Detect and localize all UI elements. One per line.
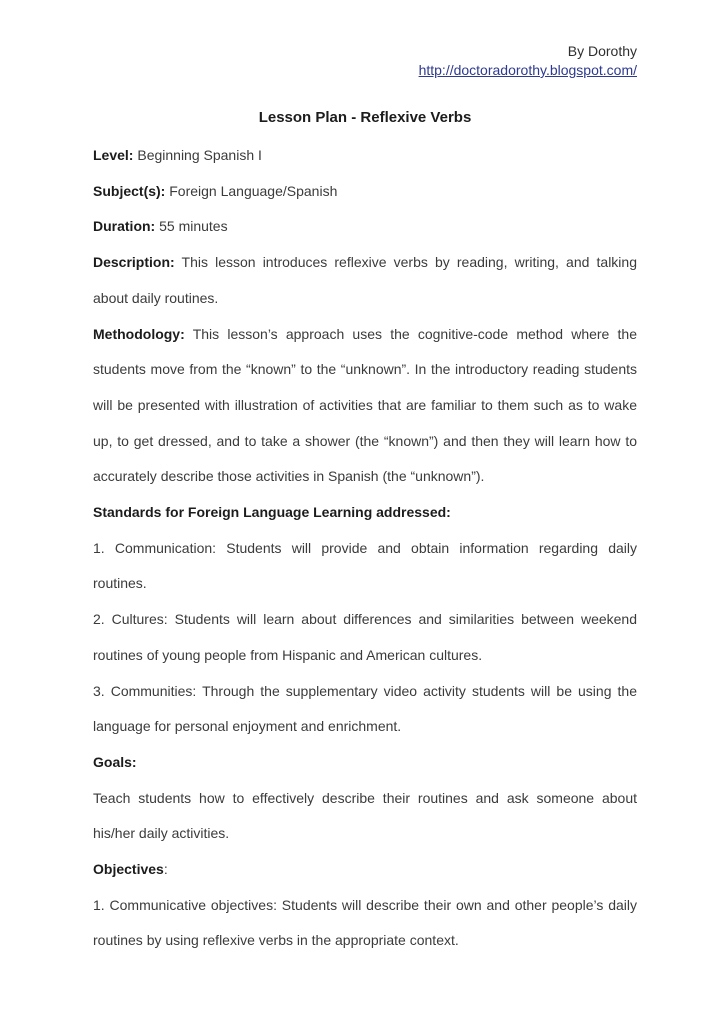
- paragraph-objective-communicative: [93, 888, 637, 959]
- paragraph-label: Level:: [93, 147, 134, 163]
- paragraph-label: Objectives: [93, 861, 164, 878]
- paragraph-label: Standards for Foreign Language Learning addressed:: [93, 504, 451, 521]
- paragraph-standards-heading: [93, 495, 637, 531]
- paragraph-text: 3. Communities: Through the supplementary video activity students will be using the language for personal enjoyment and enrichment.: [93, 682, 637, 735]
- paragraph-text: Foreign Language/Spanish: [165, 182, 338, 199]
- paragraph-text: :: [163, 861, 168, 878]
- document-body: [93, 138, 637, 959]
- paragraph-standard-communities: [93, 674, 637, 745]
- paragraph-text: Teach students how to effectively describe their routines and ask someone about his/her daily activities.: [93, 789, 637, 842]
- paragraph-subject: [93, 174, 637, 210]
- paragraph-label: Goals:: [93, 753, 137, 770]
- paragraph-text: Beginning Spanish I: [133, 147, 262, 163]
- paragraph-goals-heading: [93, 745, 637, 781]
- paragraph-methodology: [93, 317, 637, 496]
- paragraph-text: 1. Communication: Students will provide and obtain information regarding daily routines.: [93, 539, 637, 592]
- paragraph-text: 1. Communicative objectives: Students will describe their own and other people’s daily routines by using reflexive verbs in the appropriate context.: [93, 896, 637, 949]
- paragraph-label: Subject(s):: [93, 182, 166, 199]
- paragraph-label: Duration:: [93, 218, 156, 235]
- page-title: Lesson Plan - Reflexive Verbs: [258, 109, 472, 126]
- blog-link[interactable]: http://doctoradorothy.blogspot.com/: [418, 62, 637, 78]
- paragraph-duration: [93, 209, 637, 245]
- paragraph-text: 2. Cultures: Students will learn about differences and similarities between weekend routines of young people from Hispanic and American cultures.: [93, 611, 637, 663]
- document-header: [93, 42, 637, 80]
- paragraph-text: 55 minutes: [155, 218, 228, 235]
- paragraph-objectives-heading: [93, 852, 637, 888]
- paragraph-text: This lesson’s approach uses the cognitive-code method where the students move from the “known” to the “unknown”. In the introductory reading students will be presented with illustration of activities that are familiar to them such as to wake up, to get dressed, and to take a shower (the “known”) and then they will learn how to accurately describe those activities in Spanish (the “unknown”).: [93, 325, 637, 485]
- paragraph-text: This lesson introduces reflexive verbs by reading, writing, and talking about daily routines.: [93, 254, 637, 306]
- paragraph-standard-communication: [93, 531, 637, 602]
- paragraph-description: [93, 245, 637, 316]
- paragraph-level: [93, 138, 637, 174]
- paragraph-goals-text: [93, 781, 637, 852]
- paragraph-standard-cultures: [93, 602, 637, 673]
- byline: By Dorothy: [567, 43, 637, 59]
- paragraph-label: Description:: [93, 254, 175, 271]
- paragraph-label: Methodology:: [93, 325, 185, 342]
